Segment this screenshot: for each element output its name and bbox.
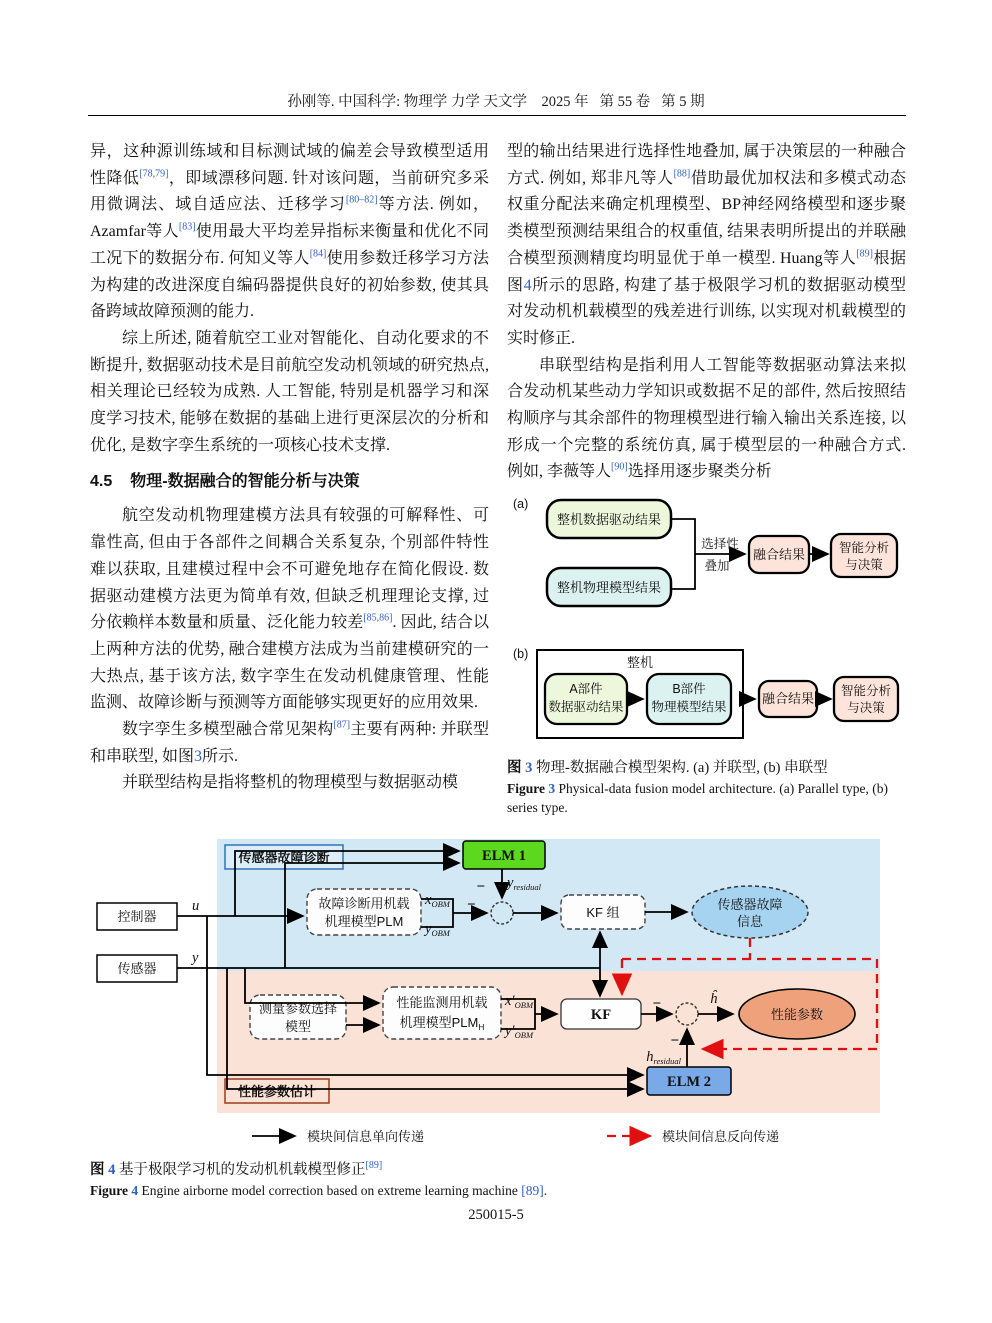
h-residual-label: $h_{residual}$ xyxy=(646,1049,681,1066)
right-column xyxy=(507,139,906,817)
two-column-body xyxy=(90,139,906,817)
reference-link[interactable]: [87] xyxy=(333,719,351,731)
text-segment: 所示的思路, 构建了基于极限学习机的数据驱动模型对发动机机载模型的残差进行训练, 以实现对机载模型的实时修正. xyxy=(507,276,906,347)
elm2-label: ELM 2 xyxy=(667,1074,711,1090)
figure-4-caption-zh xyxy=(90,1160,910,1181)
y-signal-label: y xyxy=(192,950,199,966)
text-segment: 基于极限学习机的发动机机载模型修正 xyxy=(115,1162,366,1178)
text-segment: 等方法. 例如，Azamfar等人 xyxy=(90,196,489,241)
merge-wire xyxy=(671,519,695,589)
reference-link[interactable]: 4 xyxy=(131,1183,139,1198)
figure-4-diagram xyxy=(95,831,885,1163)
reference-link[interactable]: 3 xyxy=(525,759,533,776)
text-segment: 并联型结构是指将整机的物理模型与数据驱动模 xyxy=(122,774,459,792)
text-segment: ，即域漂移问题. 针对该问题，当前研究多采用微调法、域自适应法、迁移学习 xyxy=(90,169,489,214)
header-rule xyxy=(88,115,906,116)
paragraph xyxy=(90,139,489,326)
component-a-label-2: 数据驱动结果 xyxy=(548,700,624,715)
reference-link[interactable]: [88] xyxy=(673,168,691,180)
reference-link[interactable]: 4 xyxy=(523,276,532,294)
reference-link[interactable]: [89] xyxy=(856,248,873,260)
figure-4-caption xyxy=(90,1160,910,1200)
figure-3-caption xyxy=(507,758,906,817)
selective-label-2: 叠加 xyxy=(704,559,730,574)
reference-link[interactable]: [89] xyxy=(521,1183,544,1198)
reference-link[interactable]: 3 xyxy=(194,747,203,765)
reference-link[interactable]: [84] xyxy=(309,248,327,260)
h-hat-label: ĥ xyxy=(710,991,718,1007)
y-obm-prime-label: $y'_{OBM}$ xyxy=(505,1023,534,1040)
paragraph xyxy=(90,503,489,717)
sensor-fault-info-label-2: 信息 xyxy=(736,914,764,929)
whole-machine-data-driven-label: 整机数据驱动结果 xyxy=(556,512,662,528)
plm-performance-label-1: 性能监测用机载 xyxy=(396,995,488,1010)
text-segment: 航空发动机物理建模方法具有较强的可解释性、可靠性高, 但由于各部件之间耦合关系复杂, 个别部件特性难以获取, 且建模过程中会不可避免地存在简化假设. 数据驱动建模方法更为简单有效, 但缺乏机理理论支撑, 过分依赖样本数量和质量、泛化能力较差 xyxy=(90,507,489,632)
legend-solid-label: 模块间信息单向传递 xyxy=(307,1129,425,1144)
kf-label: KF xyxy=(590,1007,612,1023)
section-heading xyxy=(90,470,489,494)
component-b-label-2: 物理模型结果 xyxy=(651,700,727,715)
text-segment: 所示. xyxy=(202,747,239,765)
text-segment: Physical-data fusion model architecture. (a) Parallel type, (b) series type. xyxy=(507,780,888,815)
reference-link[interactable]: 4 xyxy=(108,1162,116,1178)
selective-label-1: 选择性 xyxy=(701,537,739,552)
sensor-fault-info-label-1: 传感器故障 xyxy=(717,897,783,912)
reference-link[interactable]: [85,86] xyxy=(363,612,393,624)
y-obm-label: $y_{OBM}$ xyxy=(425,921,450,938)
text-segment: 异，这种源训练域和目标测试域的偏差会导致模型适用性降低 xyxy=(90,143,489,187)
left-paragraphs-top xyxy=(90,139,489,459)
minus-sign-sum2-bottom: − xyxy=(670,1033,679,1049)
left-paragraphs-bottom xyxy=(90,503,489,797)
x-obm-label: $x_{OBM}$ xyxy=(425,892,450,909)
u-signal-label: u xyxy=(192,898,200,914)
x-obm-prime-label: $x'_{OBM}$ xyxy=(505,993,534,1010)
text-segment: 综上所述, 随着航空工业对智能化、自动化要求的不断提升, 数据驱动技术是目前航空发动机领域的研究热点, 相关理论已经较为成熟. 人工智能, 特别是机器学习和深度学习技术, 能够在数据的基础上进行更深层次的分析和优化, 是数字孪生系统的一项核心技术支撑. xyxy=(90,329,489,454)
performance-params-label: 性能参数 xyxy=(770,1007,824,1022)
text-segment: . 因此, 结合以上两种方法的优势, 融合建模方法成为当前建模研究的一大热点, 基于该方法, 数字孪生在发动机健康管理、性能监测、故障诊断与预测等方面能够实现更好的应用效果. xyxy=(90,614,489,712)
performance-estimation-label: 性能参数估计 xyxy=(237,1084,317,1099)
text-segment: 选择用逐步聚类分析 xyxy=(627,463,772,481)
reference-link[interactable]: [78,79] xyxy=(139,168,169,180)
right-paragraphs xyxy=(507,139,906,486)
sensor-fault-diagnosis-label: 传感器故障诊断 xyxy=(238,850,330,865)
text-segment: . xyxy=(543,1183,548,1198)
text-segment: Engine airborne model correction based on extreme learning machine xyxy=(138,1183,522,1198)
panel-a-label: (a) xyxy=(513,497,529,512)
kf-group-label: KF 组 xyxy=(586,905,620,920)
text-segment: 使用参数迁移学习方法为构建的改进深度自编码器提供良好的初始参数, 使其具备跨域故障预测的能力. xyxy=(90,249,489,321)
reference-link[interactable]: 3 xyxy=(548,780,556,796)
text-segment: 型的输出结果进行选择性地叠加, 属于决策层的一种融合方式. 例如, 郑非凡等人 xyxy=(507,143,906,187)
analysis-b-label-2: 与决策 xyxy=(847,701,885,716)
figure-3-diagram xyxy=(507,492,906,744)
plm-diagnostic-label-2: 机理模型PLM xyxy=(324,914,404,929)
fusion-result-b-label: 融合结果 xyxy=(761,691,815,707)
text-segment: 串联型结构是指利用人工智能等数据驱动算法来拟合发动机某些动力学知识或数据不足的部件, 然后按照结构顺序与其余部件的物理模型进行输入输出关系连接, 以形成一个完整的系统仿真, 属于模型层的一种融合方式. 例如, 李薇等人 xyxy=(507,356,906,481)
reference-link[interactable]: [83] xyxy=(178,221,196,233)
paragraph xyxy=(507,353,906,487)
left-column xyxy=(90,139,489,817)
figure-4-caption-en xyxy=(90,1181,910,1200)
reference-link[interactable]: [89] xyxy=(365,1160,383,1172)
text-segment: 根据图 xyxy=(507,249,906,294)
section-title: 物理-数据融合的智能分析与决策 xyxy=(130,473,360,491)
panel-b-label: (b) xyxy=(513,647,529,662)
paragraph xyxy=(90,770,489,797)
component-b-label-1: B部件 xyxy=(672,682,706,697)
text-segment: Figure xyxy=(507,780,549,796)
figure-4 xyxy=(95,831,885,1163)
text-segment: 数字孪生多模型融合常见架构 xyxy=(122,721,334,739)
elm1-label: ELM 1 xyxy=(482,848,526,864)
text-segment: 物理-数据融合模型架构. (a) 并联型, (b) 串联型 xyxy=(532,759,828,776)
overall-machine-label: 整机 xyxy=(626,655,654,671)
text-segment: 主要有两种: 并联型和串联型, 如图 xyxy=(90,721,489,765)
text-segment: 图 xyxy=(90,1162,109,1178)
component-a-label-1: A部件 xyxy=(569,682,603,697)
text-segment: 图 xyxy=(507,759,526,776)
param-select-label-2: 模型 xyxy=(284,1019,312,1034)
analysis-a-label-2: 与决策 xyxy=(845,558,883,573)
figure-3-caption-zh xyxy=(507,758,906,779)
analysis-a-label-1: 智能分析 xyxy=(838,541,890,556)
running-header: 孙刚等. 中国科学: 物理学 力学 天文学 2025 年 第 55 卷 第 5 期 xyxy=(287,94,705,110)
whole-machine-physical-label: 整机物理模型结果 xyxy=(556,580,662,596)
analysis-b-label-1: 智能分析 xyxy=(840,684,892,699)
text-segment: Figure xyxy=(90,1183,132,1198)
fusion-result-a-label: 融合结果 xyxy=(752,547,806,563)
reference-link[interactable]: [90] xyxy=(611,462,628,474)
text-segment: 借助最优加权法和多模式动态权重分配法来确定机理模型、BP神经网络模型和逐步聚类模型预测结果组合的权重值, 结果表明所提出的并联融合模型预测精度均明显优于单一模型. Huang等人 xyxy=(507,169,906,267)
minus-sign-sum1-top: − xyxy=(476,879,485,895)
param-select-label-1: 测量参数选择 xyxy=(258,1001,338,1016)
figure-3 xyxy=(507,492,906,754)
sensor-fault-info-ellipse xyxy=(692,886,808,938)
minus-sign-sum1-left: − xyxy=(467,897,476,913)
y-residual-label: $y_{residual}$ xyxy=(507,875,541,892)
paragraph xyxy=(90,326,489,460)
plm-diagnostic-label-1: 故障诊断用机载 xyxy=(318,896,410,911)
minus-sign-sum2-left: − xyxy=(652,996,661,1012)
legend-dashed-label: 模块间信息反向传递 xyxy=(662,1129,780,1144)
reference-link[interactable]: [80–82] xyxy=(345,195,378,207)
page-number: 250015-5 xyxy=(468,1207,524,1223)
sensor-label: 传感器 xyxy=(117,961,157,976)
plm-performance-label-2: 机理模型$PLM_H$ xyxy=(399,1015,485,1032)
figure-3-caption-en xyxy=(507,779,906,817)
text-segment: 使用最大平均差异指标来衡量和优化不同工况下的数据分布. 何知义等人 xyxy=(90,223,489,267)
section-number: 4.5 xyxy=(90,473,113,491)
paragraph xyxy=(507,139,906,353)
paragraph xyxy=(90,717,489,770)
controller-label: 控制器 xyxy=(117,909,157,924)
